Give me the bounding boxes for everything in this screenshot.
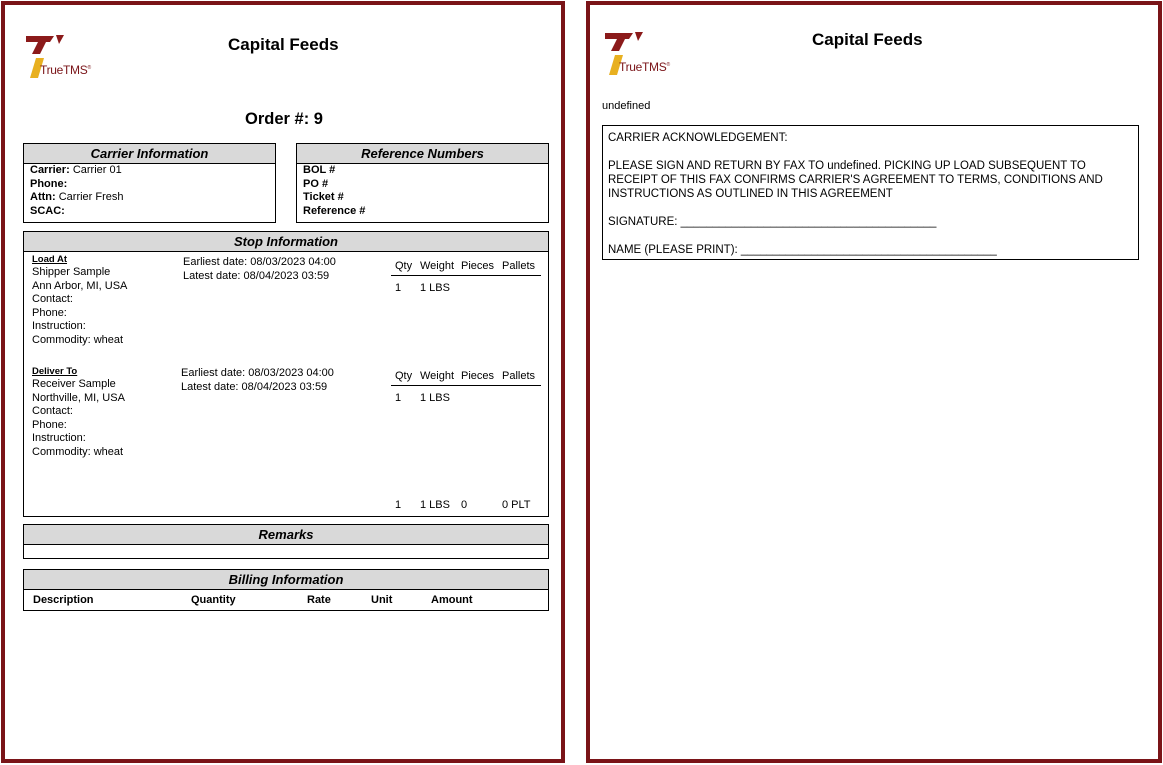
company-name: Capital Feeds bbox=[812, 30, 923, 49]
billing-information-box bbox=[23, 569, 549, 611]
ticket-row: Ticket # bbox=[303, 191, 344, 203]
ack-title: CARRIER ACKNOWLEDGEMENT: bbox=[608, 132, 788, 144]
remarks-box bbox=[23, 524, 549, 559]
shipper-address: Ann Arbor, MI, USA bbox=[32, 279, 128, 292]
receiver-commodity: Commodity: wheat bbox=[32, 445, 124, 458]
stop-information-box bbox=[23, 231, 549, 517]
load-table-divider bbox=[391, 275, 541, 276]
billing-amount-header: Amount bbox=[431, 594, 473, 606]
total-pallets: 0 PLT bbox=[502, 499, 531, 511]
fax-line: undefined bbox=[602, 100, 651, 112]
load-latest-date: Latest date: 08/04/2023 03:59 bbox=[183, 269, 330, 282]
shipper-name: Shipper Sample bbox=[32, 266, 111, 278]
load-pallets-header: Pallets bbox=[502, 260, 536, 272]
carrier-value: Carrier 01 bbox=[72, 164, 122, 176]
receiver-instruction: Instruction: bbox=[32, 432, 86, 444]
receiver-phone: Phone: bbox=[32, 418, 67, 431]
deliver-pallets-header: Pallets bbox=[502, 370, 536, 382]
po-row: PO # bbox=[303, 177, 329, 190]
carrier-information-box bbox=[23, 143, 276, 223]
ack-body: PLEASE SIGN AND RETURN BY FAX TO undefined. PICKING UP LOAD SUBSEQUENT TO RECEIPT OF THIS FAX CONFIRMS CARRIER'S AGREEMENT TO TERMS, CONDITIONS AND INSTRUCTIONS AS OUTLINED IN THIS AGREEMENT bbox=[608, 160, 1103, 200]
load-weight-header: Weight bbox=[420, 260, 455, 272]
stop-information-heading: Stop Information bbox=[24, 232, 548, 252]
load-qty-value: 1 bbox=[395, 282, 402, 294]
deliver-weight-value: 1 LBS bbox=[420, 392, 450, 404]
shipper-commodity: Commodity: wheat bbox=[32, 333, 124, 346]
billing-description-header: Description bbox=[33, 594, 94, 606]
reference-numbers-box bbox=[296, 143, 549, 223]
load-qty-header: Qty bbox=[395, 260, 413, 272]
deliver-details bbox=[32, 378, 125, 459]
bol-row: BOL # bbox=[303, 164, 336, 176]
load-weight-value: 1 LBS bbox=[420, 282, 450, 294]
load-earliest-date: Earliest date: 08/03/2023 04:00 bbox=[183, 256, 336, 268]
billing-rate-header: Rate bbox=[307, 594, 331, 606]
receiver-address: Northville, MI, USA bbox=[32, 391, 125, 404]
load-at-label: Load At bbox=[32, 254, 68, 265]
carrier-information-heading: Carrier Information bbox=[24, 144, 275, 164]
scac-row: SCAC: bbox=[30, 204, 65, 217]
billing-information-heading: Billing Information bbox=[24, 570, 548, 590]
total-weight: 1 LBS bbox=[420, 499, 450, 511]
load-details bbox=[32, 266, 127, 347]
shipper-contact: Contact: bbox=[32, 293, 73, 305]
logo-brand-text: TrueTMS® bbox=[40, 63, 91, 77]
deliver-dates bbox=[181, 367, 334, 394]
truetms-logo bbox=[26, 32, 96, 82]
reference-row: Reference # bbox=[303, 204, 366, 217]
total-qty: 1 bbox=[395, 499, 402, 511]
billing-quantity-header: Quantity bbox=[191, 594, 236, 606]
attn-value: Carrier Fresh bbox=[58, 191, 124, 203]
deliver-weight-header: Weight bbox=[420, 370, 455, 382]
company-name: Capital Feeds bbox=[228, 35, 339, 54]
deliver-qty-header: Qty bbox=[395, 370, 413, 382]
signature-line: SIGNATURE: ________________________________________ bbox=[608, 216, 937, 228]
remarks-heading: Remarks bbox=[24, 525, 548, 545]
receiver-name: Receiver Sample bbox=[32, 378, 116, 390]
load-pieces-header: Pieces bbox=[461, 260, 495, 272]
document-page-1 bbox=[1, 1, 565, 763]
truetms-logo bbox=[605, 29, 675, 79]
phone-row: Phone: bbox=[30, 177, 68, 190]
shipper-phone: Phone: bbox=[32, 306, 67, 319]
receiver-contact: Contact: bbox=[32, 405, 73, 417]
document-page-2 bbox=[586, 1, 1162, 763]
deliver-qty-value: 1 bbox=[395, 392, 402, 404]
print-name-line: NAME (PLEASE PRINT): ________________________________________ bbox=[608, 244, 997, 256]
deliver-latest-date: Latest date: 08/04/2023 03:59 bbox=[181, 380, 328, 393]
shipper-instruction: Instruction: bbox=[32, 320, 86, 332]
carrier-acknowledgement-box bbox=[602, 125, 1139, 260]
load-dates bbox=[183, 256, 336, 283]
reference-numbers-heading: Reference Numbers bbox=[297, 144, 548, 164]
order-title: Order #: 9 bbox=[245, 110, 323, 128]
carrier-row: Carrier: Carrier 01 bbox=[30, 164, 122, 176]
total-pieces: 0 bbox=[461, 499, 468, 511]
deliver-table-divider bbox=[391, 385, 541, 386]
attn-row: Attn: Carrier Fresh bbox=[30, 191, 124, 203]
deliver-earliest-date: Earliest date: 08/03/2023 04:00 bbox=[181, 367, 334, 379]
billing-unit-header: Unit bbox=[371, 594, 393, 606]
deliver-pieces-header: Pieces bbox=[461, 370, 495, 382]
deliver-to-label: Deliver To bbox=[32, 366, 78, 377]
logo-brand-text: TrueTMS® bbox=[619, 60, 670, 74]
